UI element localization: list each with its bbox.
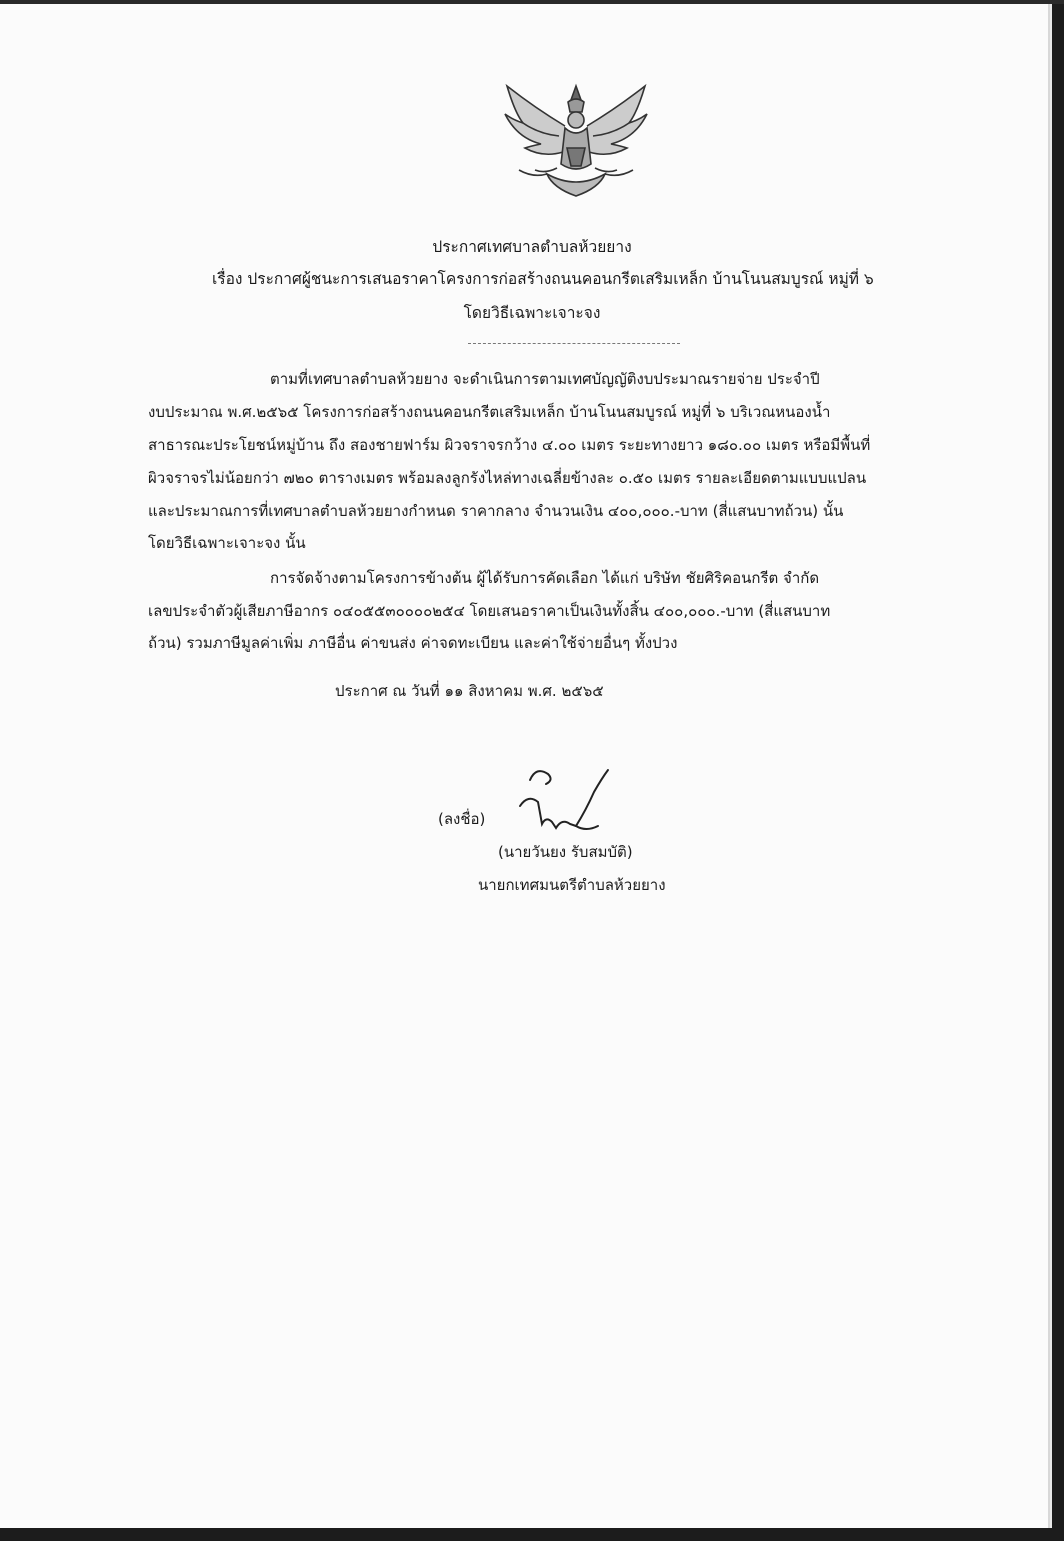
paragraph-line: ถ้วน) รวมภาษีมูลค่าเพิ่ม ภาษีอื่น ค่าขนส่ง ค่าจดทะเบียน และค่าใช้จ่ายอื่นๆ ทั้งปวง bbox=[148, 634, 678, 652]
document-org-title: ประกาศเทศบาลตำบลห้วยยาง bbox=[432, 238, 632, 256]
signature-label: (ลงชื่อ) bbox=[438, 810, 486, 828]
paragraph-line: เลขประจำตัวผู้เสียภาษีอากร ๐๔๐๕๕๓๐๐๐๐๒๕๔ โดยเสนอราคาเป็นเงินทั้งสิ้น ๔๐๐,๐๐๐.-บาท (สี่แสนบาท bbox=[148, 602, 831, 620]
page-top-edge bbox=[0, 0, 1064, 4]
paragraph-line: และประมาณการที่เทศบาลตำบลห้วยยางกำหนด ราคากลาง จำนวนเงิน ๔๐๐,๐๐๐.-บาท (สี่แสนบาทถ้วน) นั้น bbox=[148, 502, 844, 520]
paragraph-line: สาธารณะประโยชน์หมู่บ้าน ถึง สองชายฟาร์ม ผิวจราจรกว้าง ๔.๐๐ เมตร ระยะทางยาว ๑๘๐.๐๐ เมตร หรือมีพื้นที่ bbox=[148, 436, 871, 454]
paragraph-line: การจัดจ้างตามโครงการข้างต้น ผู้ได้รับการคัดเลือก ได้แก่ บริษัท ชัยศิริคอนกรีต จำกัด bbox=[270, 569, 820, 587]
paragraph-line: ผิวจราจรไม่น้อยกว่า ๗๒๐ ตารางเมตร พร้อมลงลูกรังไหล่ทางเฉลี่ยข้างละ ๐.๕๐ เมตร รายละเอียดตามแบบแปลน bbox=[148, 469, 867, 487]
garuda-emblem-icon bbox=[495, 78, 657, 208]
document-subject: เรื่อง ประกาศผู้ชนะการเสนอราคาโครงการก่อสร้างถนนคอนกรีตเสริมเหล็ก บ้านโนนสมบูรณ์ หมู่ที่ ๖ bbox=[212, 270, 874, 288]
document-method: โดยวิธีเฉพาะเจาะจง bbox=[463, 304, 601, 322]
announce-date: ประกาศ ณ วันที่ ๑๑ สิงหาคม พ.ศ. ๒๕๖๕ bbox=[335, 682, 604, 700]
signatory-position: นายกเทศมนตรีตำบลห้วยยาง bbox=[478, 876, 666, 894]
paragraph-line: งบประมาณ พ.ศ.๒๕๖๕ โครงการก่อสร้างถนนคอนกรีตเสริมเหล็ก บ้านโนนสมบูรณ์ หมู่ที่ ๖ บริเวณหนองน้ำ bbox=[148, 403, 831, 421]
paragraph-line: ตามที่เทศบาลตำบลห้วยยาง จะดำเนินการตามเทศบัญญัติงบประมาณรายจ่าย ประจำปี bbox=[270, 370, 820, 388]
paragraph-line: โดยวิธีเฉพาะเจาะจง นั้น bbox=[148, 534, 306, 552]
signatory-name: (นายวันยง รับสมบัติ) bbox=[498, 843, 633, 861]
title-divider bbox=[468, 343, 680, 344]
